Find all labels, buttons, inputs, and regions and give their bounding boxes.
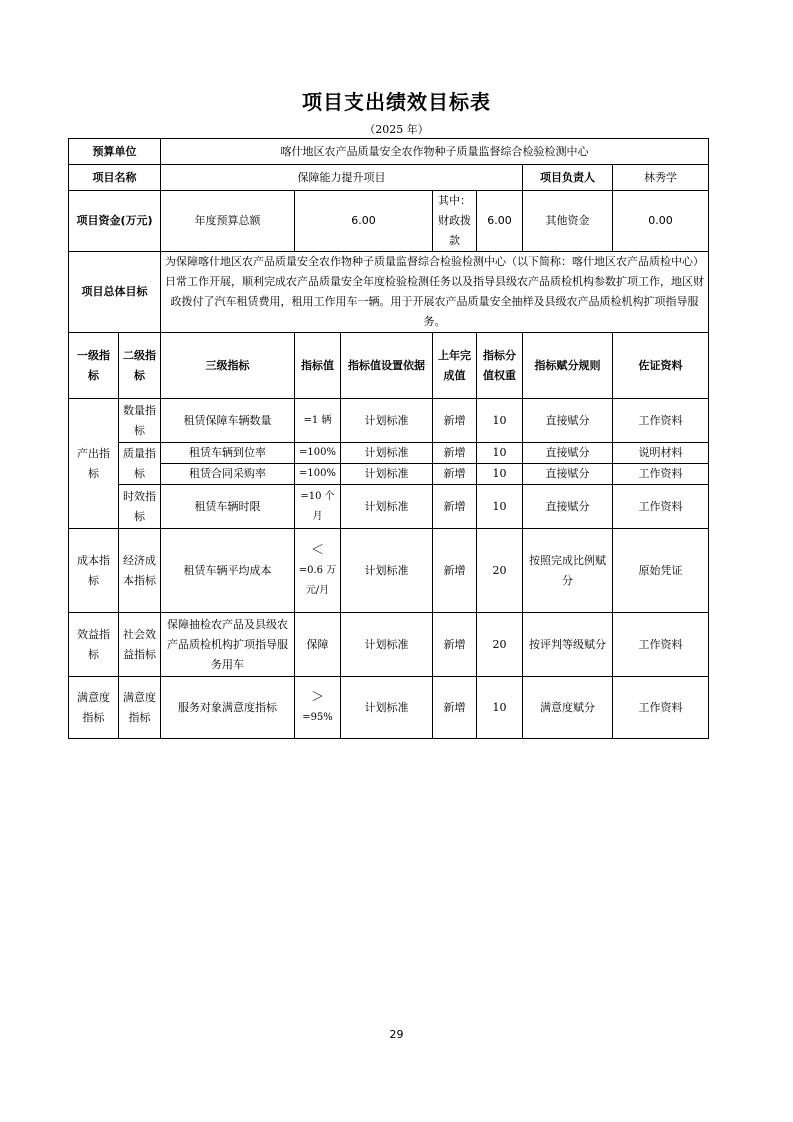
level1-cell: 成本指标 bbox=[69, 529, 119, 613]
weight-cell: 20 bbox=[477, 613, 523, 677]
budget-unit-label: 预算单位 bbox=[69, 139, 161, 165]
project-funds-label: 项目资金(万元) bbox=[69, 191, 161, 252]
performance-target-table bbox=[68, 138, 709, 739]
level3-cell: 租赁合同采购率 bbox=[161, 464, 295, 485]
level1-cell: 满意度指标 bbox=[69, 677, 119, 739]
level1-cell: 效益指标 bbox=[69, 613, 119, 677]
evidence-cell: 工作资料 bbox=[613, 485, 709, 529]
budget-unit-value: 喀什地区农产品质量安全农作物种子质量监督综合检验检测中心 bbox=[161, 139, 709, 165]
basis-cell: 计划标准 bbox=[341, 485, 433, 529]
basis-cell: 计划标准 bbox=[341, 399, 433, 443]
last-year-cell: 新增 bbox=[433, 399, 477, 443]
basis-cell: 计划标准 bbox=[341, 677, 433, 739]
level2-cell: 时效指标 bbox=[119, 485, 161, 529]
project-funds-row bbox=[69, 191, 709, 252]
value-cell: =10 个月 bbox=[295, 485, 341, 529]
table-row bbox=[69, 485, 709, 529]
evidence-cell: 说明材料 bbox=[613, 443, 709, 464]
level2-cell: 经济成本指标 bbox=[119, 529, 161, 613]
level1-cell: 产出指标 bbox=[69, 399, 119, 529]
value-cell: 保障 bbox=[295, 613, 341, 677]
project-owner-value: 林秀学 bbox=[613, 165, 709, 191]
level3-cell: 租赁保障车辆数量 bbox=[161, 399, 295, 443]
header-last-year: 上年完成值 bbox=[433, 333, 477, 399]
rule-cell: 按评判等级赋分 bbox=[523, 613, 613, 677]
last-year-cell: 新增 bbox=[433, 464, 477, 485]
level2-cell: 社会效益指标 bbox=[119, 613, 161, 677]
weight-cell: 10 bbox=[477, 677, 523, 739]
value-cell bbox=[295, 529, 341, 613]
evidence-cell: 工作资料 bbox=[613, 677, 709, 739]
last-year-cell: 新增 bbox=[433, 443, 477, 464]
level2-cell: 质量指标 bbox=[119, 443, 161, 485]
table-row bbox=[69, 464, 709, 485]
level3-cell: 租赁车辆时限 bbox=[161, 485, 295, 529]
header-level2: 二级指标 bbox=[119, 333, 161, 399]
header-level3: 三级指标 bbox=[161, 333, 295, 399]
last-year-cell: 新增 bbox=[433, 529, 477, 613]
budget-unit-row bbox=[69, 139, 709, 165]
header-weight: 指标分值权重 bbox=[477, 333, 523, 399]
overall-goal-text: 为保障喀什地区农产品质量安全农作物种子质量监督综合检验检测中心（以下简称：喀什地区农产品质检中心）日常工作开展，顺利完成农产品质量安全年度检验检测任务以及指导县级农产品质检机构参数扩项工作，地区财政拨付了汽车租赁费用，租用工作用车一辆。用于开展农产品质量安全抽样及县级农产品质检机构扩项指导服务。 bbox=[161, 252, 709, 333]
basis-cell: 计划标准 bbox=[341, 613, 433, 677]
table-row bbox=[69, 613, 709, 677]
last-year-cell: 新增 bbox=[433, 613, 477, 677]
level2-cell: 数量指标 bbox=[119, 399, 161, 443]
value-cell: =100% bbox=[295, 443, 341, 464]
level2-cell: 满意度指标 bbox=[119, 677, 161, 739]
overall-goal-row bbox=[69, 252, 709, 333]
table-row bbox=[69, 443, 709, 464]
page-title: 项目支出绩效目标表 bbox=[302, 90, 491, 114]
value-text: =95% bbox=[302, 711, 333, 723]
level3-cell: 保障抽检农产品及县级农产品质检机构扩项指导服务用车 bbox=[161, 613, 295, 677]
project-owner-label: 项目负责人 bbox=[523, 165, 613, 191]
page-number: 29 bbox=[389, 1028, 404, 1041]
indicator-header-row bbox=[69, 333, 709, 399]
basis-cell: 计划标准 bbox=[341, 443, 433, 464]
weight-cell: 10 bbox=[477, 464, 523, 485]
fiscal-funds-label: 其中：财政拨款 bbox=[433, 191, 477, 252]
value-text: =0.6 万元/月 bbox=[298, 564, 337, 596]
project-name-row bbox=[69, 165, 709, 191]
value-comparator: ＜ bbox=[310, 542, 324, 558]
header-value: 指标值 bbox=[295, 333, 341, 399]
value-cell: =1 辆 bbox=[295, 399, 341, 443]
basis-cell: 计划标准 bbox=[341, 464, 433, 485]
header-level1: 一级指标 bbox=[69, 333, 119, 399]
rule-cell: 直接赋分 bbox=[523, 443, 613, 464]
project-name-label: 项目名称 bbox=[69, 165, 161, 191]
overall-goal-label: 项目总体目标 bbox=[69, 252, 161, 333]
evidence-cell: 工作资料 bbox=[613, 399, 709, 443]
weight-cell: 10 bbox=[477, 485, 523, 529]
value-comparator: ＞ bbox=[310, 689, 324, 705]
level3-cell: 租赁车辆平均成本 bbox=[161, 529, 295, 613]
table-row bbox=[69, 677, 709, 739]
evidence-cell: 原始凭证 bbox=[613, 529, 709, 613]
header-basis: 指标值设置依据 bbox=[341, 333, 433, 399]
other-funds-label: 其他资金 bbox=[523, 191, 613, 252]
value-cell bbox=[295, 677, 341, 739]
annual-budget-label: 年度预算总额 bbox=[161, 191, 295, 252]
weight-cell: 10 bbox=[477, 443, 523, 464]
rule-cell: 直接赋分 bbox=[523, 464, 613, 485]
rule-cell: 满意度赋分 bbox=[523, 677, 613, 739]
header-rule: 指标赋分规则 bbox=[523, 333, 613, 399]
evidence-cell: 工作资料 bbox=[613, 613, 709, 677]
rule-cell: 直接赋分 bbox=[523, 485, 613, 529]
other-funds-value: 0.00 bbox=[613, 191, 709, 252]
rule-cell: 直接赋分 bbox=[523, 399, 613, 443]
table-row bbox=[69, 529, 709, 613]
evidence-cell: 工作资料 bbox=[613, 464, 709, 485]
year-subtitle: （2025 年） bbox=[364, 123, 429, 136]
fiscal-funds-value: 6.00 bbox=[477, 191, 523, 252]
basis-cell: 计划标准 bbox=[341, 529, 433, 613]
value-cell: =100% bbox=[295, 464, 341, 485]
header-evidence: 佐证资料 bbox=[613, 333, 709, 399]
annual-budget-value: 6.00 bbox=[295, 191, 433, 252]
level3-cell: 租赁车辆到位率 bbox=[161, 443, 295, 464]
weight-cell: 20 bbox=[477, 529, 523, 613]
weight-cell: 10 bbox=[477, 399, 523, 443]
last-year-cell: 新增 bbox=[433, 677, 477, 739]
last-year-cell: 新增 bbox=[433, 485, 477, 529]
level3-cell: 服务对象满意度指标 bbox=[161, 677, 295, 739]
rule-cell: 按照完成比例赋分 bbox=[523, 529, 613, 613]
table-row bbox=[69, 399, 709, 443]
project-name-value: 保障能力提升项目 bbox=[161, 165, 523, 191]
